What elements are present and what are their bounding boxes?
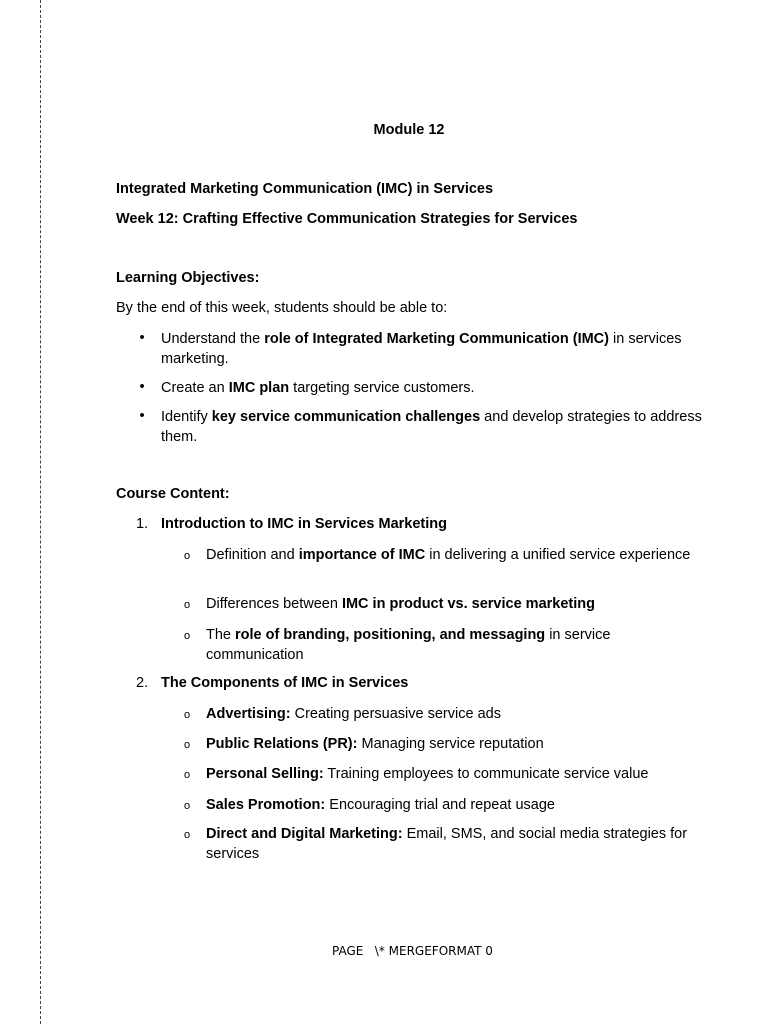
circle-bullet-icon: o	[184, 630, 191, 642]
objective-item: Understand the role of Integrated Marketing Communication (IMC) in services marketing.	[161, 331, 682, 367]
content-heading: Course Content:	[116, 486, 230, 502]
circle-bullet-icon: o	[184, 599, 191, 611]
content-item: Advertising: Creating persuasive service ads	[206, 706, 501, 722]
circle-bullet-icon: o	[184, 709, 191, 721]
content-item: Personal Selling: Training employees to communicate service value	[206, 766, 649, 782]
page-footer-field: PAGE \* MERGEFORMAT 0	[332, 944, 493, 958]
circle-bullet-icon: o	[184, 739, 191, 751]
circle-bullet-icon: o	[184, 800, 191, 812]
objective-item: Identify key service communication challenges and develop strategies to address them.	[161, 409, 702, 445]
circle-bullet-icon: o	[184, 550, 191, 562]
objectives-intro: By the end of this week, students should be able to:	[116, 300, 448, 316]
content-item: Public Relations (PR): Managing service reputation	[206, 736, 544, 752]
section-title: Introduction to IMC in Services Marketing	[161, 516, 448, 532]
module-title: Module 12	[373, 122, 445, 138]
content-item: The role of branding, positioning, and messaging in service communication	[206, 627, 611, 663]
objectives-heading: Learning Objectives:	[116, 270, 260, 286]
section-number: 2.	[136, 675, 149, 691]
circle-bullet-icon: o	[184, 829, 191, 841]
circle-bullet-icon: o	[184, 769, 191, 781]
course-heading: Integrated Marketing Communication (IMC) in Services	[116, 181, 494, 197]
section-number: 1.	[136, 516, 149, 532]
objective-item: Create an IMC plan targeting service customers.	[161, 380, 475, 396]
content-item: Sales Promotion: Encouraging trial and repeat usage	[206, 797, 555, 813]
content-item: Differences between IMC in product vs. service marketing	[206, 596, 595, 612]
content-item: Direct and Digital Marketing: Email, SMS, and social media strategies for services	[206, 826, 688, 862]
page-margin-line	[40, 0, 41, 1024]
content-item: Definition and importance of IMC in delivering a unified service experience	[206, 547, 691, 563]
bullet-icon: •	[139, 379, 145, 395]
week-heading: Week 12: Crafting Effective Communication Strategies for Services	[116, 211, 578, 227]
bullet-icon: •	[139, 408, 145, 424]
bullet-icon: •	[139, 330, 145, 346]
section-title: The Components of IMC in Services	[161, 675, 409, 691]
